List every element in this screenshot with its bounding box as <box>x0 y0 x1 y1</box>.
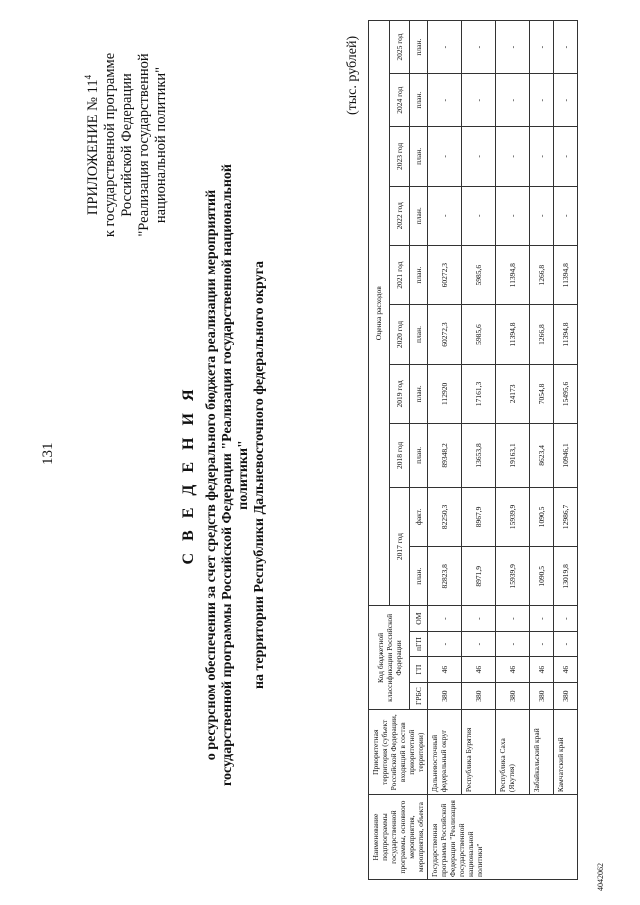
grbs: 380 <box>496 682 530 710</box>
appendix-line3: Российской Федерации <box>118 73 135 217</box>
om: - <box>428 606 462 631</box>
grbs: 380 <box>428 682 462 710</box>
header-2021-plan: план. <box>410 245 428 304</box>
value-2017-plan: 82823,8 <box>428 547 462 606</box>
appendix-line5: национальной политики" <box>152 66 169 224</box>
value-2021: 60272,3 <box>428 245 462 304</box>
header-om: ОМ <box>410 606 428 631</box>
header-2024-plan: план. <box>410 74 428 127</box>
header-estimate: Оценка расходов <box>369 21 390 606</box>
document-stamp: 4042062 <box>596 863 605 891</box>
value-2022: - <box>496 186 530 245</box>
pgp: - <box>530 631 554 656</box>
header-territory: Приоритетная территория (субъект Российской Федерации, входящий в состав приоритетной территории) <box>369 710 428 795</box>
value-2020: 1266,8 <box>530 305 554 364</box>
appendix-line1: ПРИЛОЖЕНИЕ № 11 <box>84 79 101 216</box>
value-2017-fact: 82250,3 <box>428 487 462 546</box>
pgp: - <box>428 631 462 656</box>
units-label: (тыс. рублей) <box>345 35 360 115</box>
value-2017-plan: 15939,9 <box>496 547 530 606</box>
value-2021: 11394,8 <box>496 245 530 304</box>
title-line1: о ресурсном обеспечении за счет средств федерального бюджета реализации мероприятий <box>204 189 219 761</box>
territory: Забайкальский край <box>530 710 554 795</box>
program-name: Государственная программа Российской Федерации "Реализация государственной национальной политики" <box>428 795 578 880</box>
header-2017-fact: факт. <box>410 487 428 546</box>
pgp: - <box>496 631 530 656</box>
table-row <box>462 21 496 880</box>
value-2025: - <box>462 21 496 74</box>
header-year-2023: 2023 год <box>389 127 410 186</box>
value-2021: 11394,8 <box>554 245 578 304</box>
value-2018: 8623,4 <box>530 424 554 488</box>
header-2019-plan: план. <box>410 364 428 423</box>
value-2018: 10946,1 <box>554 424 578 488</box>
header-2022-plan: план. <box>410 186 428 245</box>
header-year-2017: 2017 год <box>389 487 410 606</box>
appendix-header <box>80 35 170 255</box>
territory: Республика Саха (Якутия) <box>496 710 530 795</box>
value-2025: - <box>496 21 530 74</box>
header-year-2024: 2024 год <box>389 74 410 127</box>
header-bk-group: Код бюджетной классификации Российской Федерации <box>369 606 410 710</box>
om: - <box>462 606 496 631</box>
value-2020: 5985,6 <box>462 305 496 364</box>
value-2022: - <box>530 186 554 245</box>
value-2025: - <box>428 21 462 74</box>
header-name: Наименование подпрограммы государственной программы, основного мероприятия, мероприятия, объекта <box>369 795 428 880</box>
value-2019: 112920 <box>428 364 462 423</box>
value-2017-fact: 12986,7 <box>554 487 578 546</box>
gp: 46 <box>462 657 496 682</box>
value-2021: 1266,8 <box>530 245 554 304</box>
header-2017-plan: план. <box>410 547 428 606</box>
value-2022: - <box>554 186 578 245</box>
appendix-line2: к государственной программе <box>101 52 118 238</box>
header-year-2020: 2020 год <box>389 305 410 364</box>
value-2018: 89348,2 <box>428 424 462 488</box>
om: - <box>530 606 554 631</box>
appendix-line4: "Реализация государственной <box>135 53 152 237</box>
header-year-2021: 2021 год <box>389 245 410 304</box>
territory: Республика Бурятия <box>462 710 496 795</box>
value-2023: - <box>496 127 530 186</box>
gp: 46 <box>428 657 462 682</box>
header-year-2025: 2025 год <box>389 21 410 74</box>
title-line2: государственной программы Российской Федерации "Реализация государственной национальной политики" <box>220 164 251 786</box>
header-2018-plan: план. <box>410 424 428 488</box>
value-2018: 13653,8 <box>462 424 496 488</box>
value-2020: 11394,8 <box>554 305 578 364</box>
value-2024: - <box>428 74 462 127</box>
page-number: 131 <box>40 442 56 465</box>
value-2022: - <box>462 186 496 245</box>
table-row <box>428 21 462 880</box>
om: - <box>554 606 578 631</box>
table-row <box>530 21 554 880</box>
header-2025-plan: план. <box>410 21 428 74</box>
title-line3: на территории Республики Дальневосточного федерального округа <box>252 261 267 690</box>
pgp: - <box>554 631 578 656</box>
value-2024: - <box>462 74 496 127</box>
document-title <box>180 155 268 795</box>
header-2020-plan: план. <box>410 305 428 364</box>
gp: 46 <box>554 657 578 682</box>
grbs: 380 <box>462 682 496 710</box>
territory: Камчатский край <box>554 710 578 795</box>
om: - <box>496 606 530 631</box>
value-2018: 19163,1 <box>496 424 530 488</box>
value-2017-plan: 8971,9 <box>462 547 496 606</box>
header-gp: ГП <box>410 657 428 682</box>
value-2023: - <box>530 127 554 186</box>
table-row <box>496 21 530 880</box>
expenditure-table <box>368 20 578 880</box>
header-grbs: ГРБС <box>410 682 428 710</box>
value-2017-fact: 1090,5 <box>530 487 554 546</box>
value-2020: 60272,3 <box>428 305 462 364</box>
value-2017-plan: 1090,5 <box>530 547 554 606</box>
value-2017-plan: 13019,8 <box>554 547 578 606</box>
value-2020: 11394,8 <box>496 305 530 364</box>
appendix-sup: 4 <box>83 74 93 80</box>
header-row-1 <box>369 21 390 880</box>
table-row <box>554 21 578 880</box>
gp: 46 <box>496 657 530 682</box>
value-2024: - <box>530 74 554 127</box>
value-2019: 17161,3 <box>462 364 496 423</box>
value-2019: 15495,6 <box>554 364 578 423</box>
title-svedenia: С В Е Д Е Н И Я <box>180 385 197 565</box>
value-2023: - <box>462 127 496 186</box>
gp: 46 <box>530 657 554 682</box>
header-pgp: пГП <box>410 631 428 656</box>
value-2022: - <box>428 186 462 245</box>
pgp: - <box>462 631 496 656</box>
header-year-2019: 2019 год <box>389 364 410 423</box>
value-2023: - <box>554 127 578 186</box>
value-2025: - <box>530 21 554 74</box>
grbs: 380 <box>554 682 578 710</box>
grbs: 380 <box>530 682 554 710</box>
value-2021: 5985,6 <box>462 245 496 304</box>
header-year-2018: 2018 год <box>389 424 410 488</box>
value-2025: - <box>554 21 578 74</box>
value-2019: 7054,8 <box>530 364 554 423</box>
value-2017-fact: 15939,9 <box>496 487 530 546</box>
header-year-2022: 2022 год <box>389 186 410 245</box>
value-2023: - <box>428 127 462 186</box>
territory: Дальневосточный федеральный округ <box>428 710 462 795</box>
value-2024: - <box>554 74 578 127</box>
value-2019: 24173 <box>496 364 530 423</box>
value-2024: - <box>496 74 530 127</box>
header-2023-plan: план. <box>410 127 428 186</box>
value-2017-fact: 8967,9 <box>462 487 496 546</box>
